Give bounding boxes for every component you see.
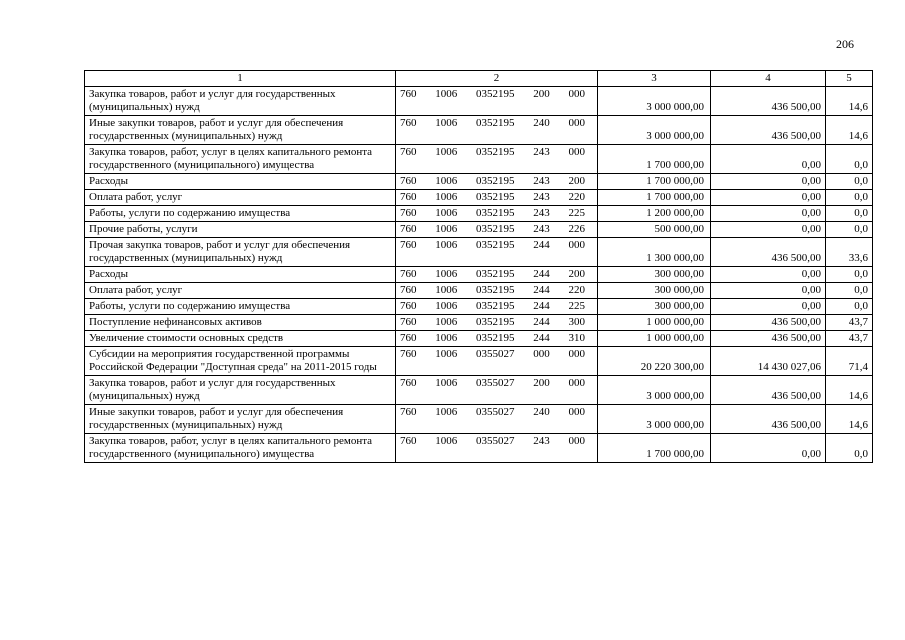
code-cell: 244 — [533, 332, 550, 344]
code-cell: 1006 — [435, 316, 458, 328]
row-name: Работы, услуги по содержанию имущества — [85, 206, 396, 222]
table-body — [85, 87, 873, 463]
row-col-5: 71,4 — [826, 347, 873, 376]
code-cell: 243 — [533, 223, 550, 235]
table-row — [85, 238, 873, 267]
header-col-1: 1 — [85, 71, 396, 87]
code-cell: 1006 — [435, 377, 458, 389]
code-cell: 760 — [400, 300, 417, 312]
row-col-3: 1 000 000,00 — [598, 315, 711, 331]
row-col-5: 14,6 — [826, 376, 873, 405]
budget-table — [84, 70, 873, 463]
code-cell: 000 — [568, 117, 585, 129]
row-col-4: 0,00 — [711, 267, 826, 283]
row-name: Иные закупки товаров, работ и услуг для обеспечения государственных (муниципальных) нужд — [85, 116, 396, 145]
code-cell: 226 — [568, 223, 585, 235]
code-cell: 760 — [400, 284, 417, 296]
row-col-4: 436 500,00 — [711, 405, 826, 434]
code-cell: 200 — [533, 377, 550, 389]
row-col-3: 3 000 000,00 — [598, 116, 711, 145]
row-codes — [396, 190, 598, 206]
row-name: Субсидии на мероприятия государственной программы Российской Федерации "Доступная среда" на 2011-2015 годы — [85, 347, 396, 376]
header-col-3: 3 — [598, 71, 711, 87]
code-cell: 760 — [400, 239, 417, 251]
code-cell: 1006 — [435, 207, 458, 219]
table-row — [85, 299, 873, 315]
code-cell: 1006 — [435, 223, 458, 235]
code-cell: 243 — [533, 146, 550, 158]
table-row — [85, 174, 873, 190]
row-name: Закупка товаров, работ, услуг в целях капитального ремонта государственного (муниципального) имущества — [85, 145, 396, 174]
code-cell: 243 — [533, 207, 550, 219]
code-cell: 0352195 — [476, 175, 515, 187]
table-row — [85, 283, 873, 299]
row-col-5: 0,0 — [826, 206, 873, 222]
row-col-3: 300 000,00 — [598, 283, 711, 299]
row-col-4: 14 430 027,06 — [711, 347, 826, 376]
code-cell: 0355027 — [476, 406, 515, 418]
row-col-3: 3 000 000,00 — [598, 376, 711, 405]
row-name: Расходы — [85, 267, 396, 283]
row-name: Закупка товаров, работ и услуг для государственных (муниципальных) нужд — [85, 87, 396, 116]
code-cell: 0352195 — [476, 146, 515, 158]
table-row — [85, 116, 873, 145]
row-col-3: 500 000,00 — [598, 222, 711, 238]
code-cell: 000 — [568, 88, 585, 100]
row-codes — [396, 267, 598, 283]
row-col-4: 0,00 — [711, 299, 826, 315]
code-cell: 0352195 — [476, 223, 515, 235]
code-cell: 225 — [568, 300, 585, 312]
code-cell: 1006 — [435, 239, 458, 251]
row-codes — [396, 238, 598, 267]
code-cell: 1006 — [435, 348, 458, 360]
row-col-3: 1 700 000,00 — [598, 190, 711, 206]
code-cell: 1006 — [435, 406, 458, 418]
code-cell: 760 — [400, 406, 417, 418]
row-codes — [396, 145, 598, 174]
row-codes — [396, 116, 598, 145]
row-col-3: 1 700 000,00 — [598, 174, 711, 190]
row-col-4: 436 500,00 — [711, 116, 826, 145]
row-col-3: 1 200 000,00 — [598, 206, 711, 222]
code-cell: 760 — [400, 175, 417, 187]
row-col-4: 0,00 — [711, 174, 826, 190]
code-cell: 760 — [400, 316, 417, 328]
row-codes — [396, 283, 598, 299]
row-col-5: 33,6 — [826, 238, 873, 267]
table-row — [85, 405, 873, 434]
row-col-4: 0,00 — [711, 206, 826, 222]
code-cell: 760 — [400, 332, 417, 344]
table-row — [85, 315, 873, 331]
code-cell: 1006 — [435, 88, 458, 100]
code-cell: 310 — [568, 332, 585, 344]
row-col-5: 0,0 — [826, 267, 873, 283]
code-cell: 1006 — [435, 435, 458, 447]
code-cell: 0352195 — [476, 268, 515, 280]
code-cell: 0355027 — [476, 435, 515, 447]
row-codes — [396, 87, 598, 116]
row-col-4: 436 500,00 — [711, 315, 826, 331]
row-name: Иные закупки товаров, работ и услуг для обеспечения государственных (муниципальных) нужд — [85, 405, 396, 434]
row-col-5: 43,7 — [826, 315, 873, 331]
code-cell: 240 — [533, 406, 550, 418]
row-col-3: 3 000 000,00 — [598, 405, 711, 434]
code-cell: 1006 — [435, 300, 458, 312]
row-codes — [396, 206, 598, 222]
row-name: Прочая закупка товаров, работ и услуг для обеспечения государственных (муниципальных) нужд — [85, 238, 396, 267]
code-cell: 0352195 — [476, 332, 515, 344]
row-col-4: 436 500,00 — [711, 331, 826, 347]
code-cell: 760 — [400, 207, 417, 219]
table-row — [85, 376, 873, 405]
code-cell: 200 — [533, 88, 550, 100]
code-cell: 243 — [533, 191, 550, 203]
code-cell: 200 — [568, 268, 585, 280]
row-codes — [396, 405, 598, 434]
row-codes — [396, 315, 598, 331]
row-codes — [396, 434, 598, 463]
code-cell: 243 — [533, 175, 550, 187]
code-cell: 240 — [533, 117, 550, 129]
code-cell: 0352195 — [476, 88, 515, 100]
row-name: Прочие работы, услуги — [85, 222, 396, 238]
code-cell: 0352195 — [476, 117, 515, 129]
row-col-3: 1 000 000,00 — [598, 331, 711, 347]
row-col-4: 436 500,00 — [711, 238, 826, 267]
code-cell: 760 — [400, 223, 417, 235]
table-row — [85, 434, 873, 463]
row-name: Закупка товаров, работ, услуг в целях капитального ремонта государственного (муниципального) имущества — [85, 434, 396, 463]
table-row — [85, 87, 873, 116]
code-cell: 0352195 — [476, 207, 515, 219]
code-cell: 300 — [568, 316, 585, 328]
row-col-3: 1 300 000,00 — [598, 238, 711, 267]
code-cell: 244 — [533, 300, 550, 312]
code-cell: 000 — [568, 406, 585, 418]
code-cell: 760 — [400, 146, 417, 158]
code-cell: 1006 — [435, 175, 458, 187]
row-name: Оплата работ, услуг — [85, 190, 396, 206]
code-cell: 760 — [400, 191, 417, 203]
row-col-4: 0,00 — [711, 222, 826, 238]
code-cell: 220 — [568, 284, 585, 296]
row-col-5: 14,6 — [826, 87, 873, 116]
row-col-5: 0,0 — [826, 283, 873, 299]
row-codes — [396, 331, 598, 347]
row-col-5: 43,7 — [826, 331, 873, 347]
code-cell: 000 — [568, 435, 585, 447]
header-row — [85, 71, 873, 87]
row-col-3: 300 000,00 — [598, 267, 711, 283]
row-col-3: 1 700 000,00 — [598, 434, 711, 463]
row-name: Работы, услуги по содержанию имущества — [85, 299, 396, 315]
code-cell: 244 — [533, 239, 550, 251]
code-cell: 220 — [568, 191, 585, 203]
row-codes — [396, 174, 598, 190]
code-cell: 760 — [400, 377, 417, 389]
code-cell: 0352195 — [476, 284, 515, 296]
row-col-5: 0,0 — [826, 174, 873, 190]
code-cell: 1006 — [435, 191, 458, 203]
code-cell: 244 — [533, 284, 550, 296]
code-cell: 0355027 — [476, 377, 515, 389]
row-col-4: 436 500,00 — [711, 376, 826, 405]
code-cell: 000 — [568, 377, 585, 389]
code-cell: 1006 — [435, 284, 458, 296]
code-cell: 0355027 — [476, 348, 515, 360]
code-cell: 760 — [400, 435, 417, 447]
table-row — [85, 347, 873, 376]
code-cell: 000 — [533, 348, 550, 360]
row-col-5: 0,0 — [826, 145, 873, 174]
row-col-4: 0,00 — [711, 434, 826, 463]
code-cell: 760 — [400, 117, 417, 129]
row-col-5: 0,0 — [826, 434, 873, 463]
table-row — [85, 145, 873, 174]
row-name: Поступление нефинансовых активов — [85, 315, 396, 331]
code-cell: 760 — [400, 88, 417, 100]
code-cell: 0352195 — [476, 316, 515, 328]
code-cell: 244 — [533, 316, 550, 328]
row-col-3: 300 000,00 — [598, 299, 711, 315]
table-row — [85, 222, 873, 238]
row-col-5: 14,6 — [826, 405, 873, 434]
code-cell: 760 — [400, 348, 417, 360]
row-col-5: 14,6 — [826, 116, 873, 145]
code-cell: 0352195 — [476, 300, 515, 312]
code-cell: 000 — [568, 239, 585, 251]
row-col-4: 436 500,00 — [711, 87, 826, 116]
row-col-4: 0,00 — [711, 190, 826, 206]
table-row — [85, 331, 873, 347]
row-name: Увеличение стоимости основных средств — [85, 331, 396, 347]
code-cell: 1006 — [435, 332, 458, 344]
header-col-2: 2 — [396, 71, 598, 87]
code-cell: 243 — [533, 435, 550, 447]
page-number: 206 — [836, 37, 854, 51]
code-cell: 200 — [568, 175, 585, 187]
row-name: Расходы — [85, 174, 396, 190]
row-name: Оплата работ, услуг — [85, 283, 396, 299]
row-col-3: 20 220 300,00 — [598, 347, 711, 376]
row-codes — [396, 222, 598, 238]
row-codes — [396, 376, 598, 405]
header-col-4: 4 — [711, 71, 826, 87]
row-col-3: 3 000 000,00 — [598, 87, 711, 116]
row-codes — [396, 347, 598, 376]
row-name: Закупка товаров, работ и услуг для государственных (муниципальных) нужд — [85, 376, 396, 405]
row-col-4: 0,00 — [711, 283, 826, 299]
table-row — [85, 190, 873, 206]
table-row — [85, 206, 873, 222]
code-cell: 244 — [533, 268, 550, 280]
code-cell: 760 — [400, 268, 417, 280]
row-col-4: 0,00 — [711, 145, 826, 174]
code-cell: 1006 — [435, 146, 458, 158]
row-col-5: 0,0 — [826, 190, 873, 206]
row-col-3: 1 700 000,00 — [598, 145, 711, 174]
code-cell: 225 — [568, 207, 585, 219]
code-cell: 1006 — [435, 268, 458, 280]
header-col-5: 5 — [826, 71, 873, 87]
code-cell: 000 — [568, 348, 585, 360]
row-col-5: 0,0 — [826, 299, 873, 315]
code-cell: 1006 — [435, 117, 458, 129]
table-row — [85, 267, 873, 283]
row-codes — [396, 299, 598, 315]
code-cell: 0352195 — [476, 191, 515, 203]
code-cell: 000 — [568, 146, 585, 158]
row-col-5: 0,0 — [826, 222, 873, 238]
code-cell: 0352195 — [476, 239, 515, 251]
